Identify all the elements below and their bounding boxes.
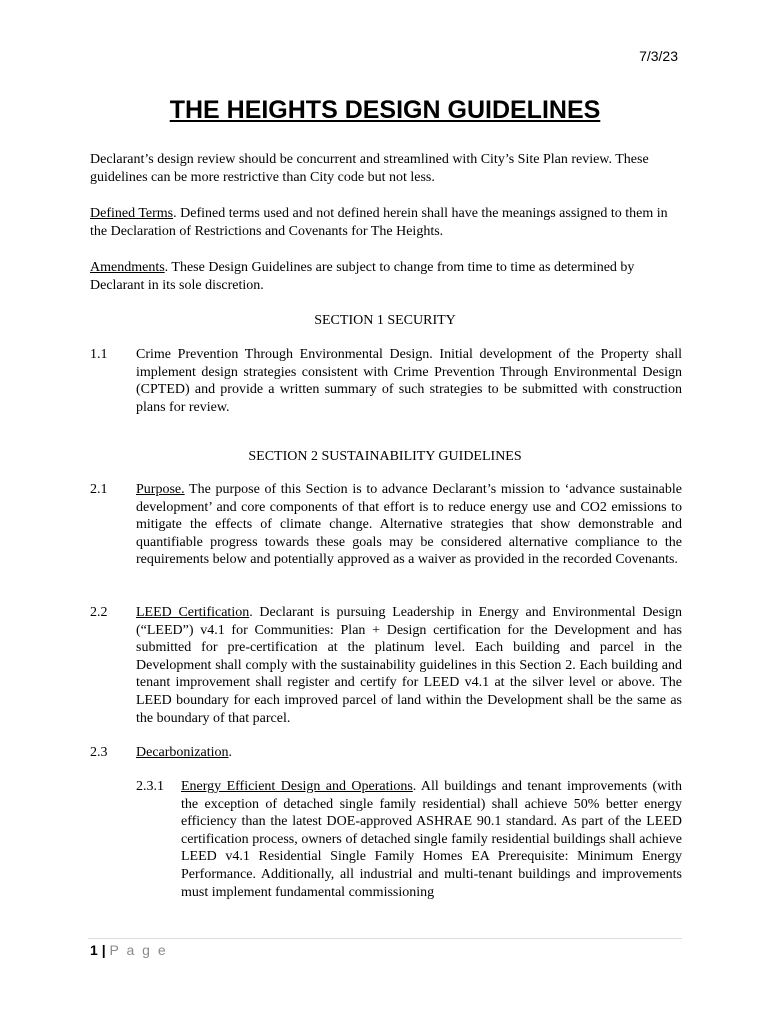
item-2-3-1 <box>136 778 682 901</box>
item-2-3 <box>90 744 682 762</box>
item-text: . All buildings and tenant improvements (with the exception of detached single family residential) shall achieve 50% better energy efficiency than the latest DOE-approved ASHRAE 90.1 standard. As part of the LEED certification process, owners of detached single family residential buildings shall achieve LEED v4.1 Residential Single Family Homes EA Prerequisite: Minimum Energy Performance. Additionally, all industrial and multi-tenant buildings and improvements must implement fundamental commissioning <box>181 779 682 900</box>
defined-terms-label: Defined Terms <box>90 206 174 221</box>
document-title: THE HEIGHTS DESIGN GUIDELINES <box>169 96 601 124</box>
defined-terms-paragraph <box>90 205 680 240</box>
item-text: The purpose of this Section is to advance Declarant’s mission to ‘advance sustainable development’ and core components of that effort is to reduce energy use and CO2 emissions to mitigate the effects of climate change. Alternative strategies that show demonstrable and quantifiable progress towards these goals may be considered alternative compliance to the requirements below and potentially approved as a waiver as provided in the recorded Covenants. <box>136 482 682 568</box>
item-body: Crime Prevention Through Environmental Design. Initial development of the Property shall implement design strategies consistent with Crime Prevention Through Environmental Design (CPTED) and provide a written summary of such strategies to be submitted with construction plans for review. <box>136 347 682 415</box>
item-body <box>136 481 682 569</box>
item-number: 2.2 <box>90 605 108 620</box>
item-number: 2.1 <box>90 482 108 497</box>
amendments-label: Amendments <box>90 260 165 275</box>
amendments-text: . These Design Guidelines are subject to change from time to time as determined by Declarant in its sole discretion. <box>90 260 635 293</box>
item-number: 2.3 <box>90 745 108 760</box>
item-label: LEED Certification <box>136 605 250 620</box>
item-body <box>136 744 682 762</box>
item-number: 2.3.1 <box>136 779 164 794</box>
amendments-paragraph <box>90 259 680 294</box>
section-2-heading: SECTION 2 SUSTAINABILITY GUIDELINES <box>248 449 522 464</box>
item-text: . Declarant is pursuing Leadership in Energy and Environmental Design (“LEED”) v4.1 for Communities: Plan + Design certification for the Development and has submitted for pre-certification at the platinum level. Each building and parcel in the Development shall comply with the sustainability guidelines in this Section 2. Each building and tenant improvement shall register and certify for LEED v4.1 at the silver level or above. The LEED boundary for each improved parcel of land within the Development shall be the same as the boundary of that parcel. <box>136 605 682 726</box>
item-number: 1.1 <box>90 347 108 362</box>
defined-terms-text: . Defined terms used and not defined herein shall have the meanings assigned to them in the Declaration of Restrictions and Covenants for The Heights. <box>90 206 668 239</box>
item-2-2 <box>90 604 682 727</box>
document-date: 7/3/23 <box>639 48 678 64</box>
section-1-heading: SECTION 1 SECURITY <box>314 313 456 328</box>
page-footer <box>90 942 168 958</box>
page-number: 1 <box>90 942 98 958</box>
item-body <box>136 604 682 727</box>
item-2-1 <box>90 481 682 569</box>
item-body <box>181 778 682 901</box>
item-label: Purpose. <box>136 482 185 497</box>
item-label: Energy Efficient Design and Operations <box>181 779 413 794</box>
item-text: . <box>228 745 233 760</box>
item-label: Decarbonization <box>136 745 229 760</box>
item-1-1 <box>90 346 682 416</box>
page-label: P a g e <box>109 942 168 958</box>
intro-paragraph: Declarant’s design review should be concurrent and streamlined with City’s Site Plan review. These guidelines can be more restrictive than City code but not less. <box>90 152 649 185</box>
footer-separator: | <box>101 942 106 958</box>
footer-divider <box>88 938 682 939</box>
